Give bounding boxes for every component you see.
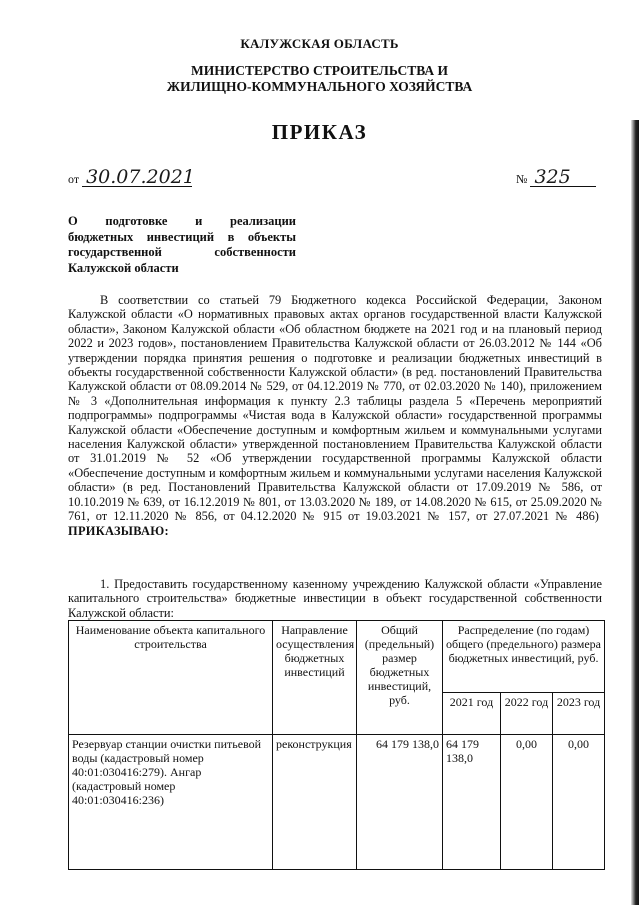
number-handwritten: 325 xyxy=(530,168,596,187)
scan-edge-shadow xyxy=(631,120,639,905)
order-number xyxy=(516,168,596,187)
header-object-name: Наименование объекта капитального строительства xyxy=(69,621,273,735)
date-handwritten: 30.07.2021 xyxy=(82,168,192,187)
cell-2022: 0,00 xyxy=(501,735,553,870)
header-direction: Направление осуществления бюджетных инвестиций xyxy=(273,621,357,735)
subject-line-2: бюджетных инвестиций в объекты xyxy=(68,229,296,244)
subject-line-1: О подготовке и реализации xyxy=(68,214,296,228)
header-year-2021: 2021 год xyxy=(443,693,501,735)
region-heading: КАЛУЖСКАЯ ОБЛАСТЬ xyxy=(240,36,399,51)
table-row xyxy=(69,735,605,870)
ministry-heading xyxy=(0,63,639,95)
cell-total: 64 179 138,0 xyxy=(357,735,443,870)
cell-object-name: Резервуар станции очистки питьевой воды (кадастровый номер 40:01:030416:279). Ангар (кадастровый номер 40:01:030416:236) xyxy=(69,735,273,870)
investment-table xyxy=(68,620,605,870)
cell-direction: реконструкция xyxy=(273,735,357,870)
table-header-row xyxy=(69,621,605,693)
subject-line-3: государственной собственности xyxy=(68,245,296,259)
cell-2023: 0,00 xyxy=(553,735,605,870)
order-subject xyxy=(68,214,296,276)
number-prefix: № xyxy=(516,172,528,186)
ministry-line-1: МИНИСТЕРСТВО СТРОИТЕЛЬСТВА И xyxy=(191,63,448,78)
header-distribution: Распределение (по годам) общего (предельного) размера бюджетных инвестиций, руб. xyxy=(443,621,605,693)
ministry-line-2: ЖИЛИЩНО-КОММУНАЛЬНОГО ХОЗЯЙСТВА xyxy=(166,79,473,94)
cell-2021: 64 179 138,0 xyxy=(443,735,501,870)
subject-line-4: Калужской области xyxy=(68,260,179,275)
header-year-2022: 2022 год xyxy=(501,693,553,735)
preamble-text: В соответствии со статьей 79 Бюджетного кодекса Российской Федерации, Законом Калужской области «О нормативных правовых актах органов государственной власти Калужской области», Законом Калужской области «Об областном бюджете на 2021 год и на плановый период 2022 и 2023 годов», постановлением Правительства Калужской области от 26.03.2012 № 144 «Об утверждении порядка принятия решения о подготовке и реализации бюджетных инвестиций в объекты государственной собственности Калужской области» (в ред. постановлений Правительства Калужской области от 08.09.2014 № 529, от 04.12.2019 № 770, от 02.03.2020 № 140), приложением № 3 «Дополнительная информация к пункту 2.3 таблицы раздела 5 «Перечень мероприятий подпрограммы» подпрограммы «Чистая вода в Калужской области» государственной программы Калужской области «Обеспечение доступным и комфортным жильем и коммунальными услугами населения Калужской области» утвержденной постановлением Правительства Калужской области от 31.01.2019 № 52 «Об утверждении государственной программы Калужской области «Обеспечение доступным и комфортным жильем и коммунальными услугами населения Калужской области» (в ред. Постановлений Правительства Калужской области от 17.09.2019 № 586, от 10.10.2019 № 639, от 16.12.2019 № 801, от 13.03.2020 № 189, от 14.08.2020 № 615, от 25.09.2020 № 761, от 12.11.2020 № 856, от 04.12.2020 № 915 от 19.03.2021 № 157, от 27.07.2021 № 486) xyxy=(68,293,602,524)
order-date xyxy=(68,166,195,188)
preamble-paragraph xyxy=(68,293,602,538)
decree-word: ПРИКАЗЫВАЮ: xyxy=(68,523,169,538)
header-year-2023: 2023 год xyxy=(553,693,605,735)
header-total: Общий (предельный) размер бюджетных инвестиций, руб. xyxy=(357,621,443,735)
date-prefix: от xyxy=(68,172,80,186)
order-title: ПРИКАЗ xyxy=(271,120,368,144)
item-1-paragraph: 1. Предоставить государственному казенному учреждению Калужской области «Управление капитального строительства» бюджетные инвестиции в объект государственной собственности Калужской области: xyxy=(68,577,602,620)
